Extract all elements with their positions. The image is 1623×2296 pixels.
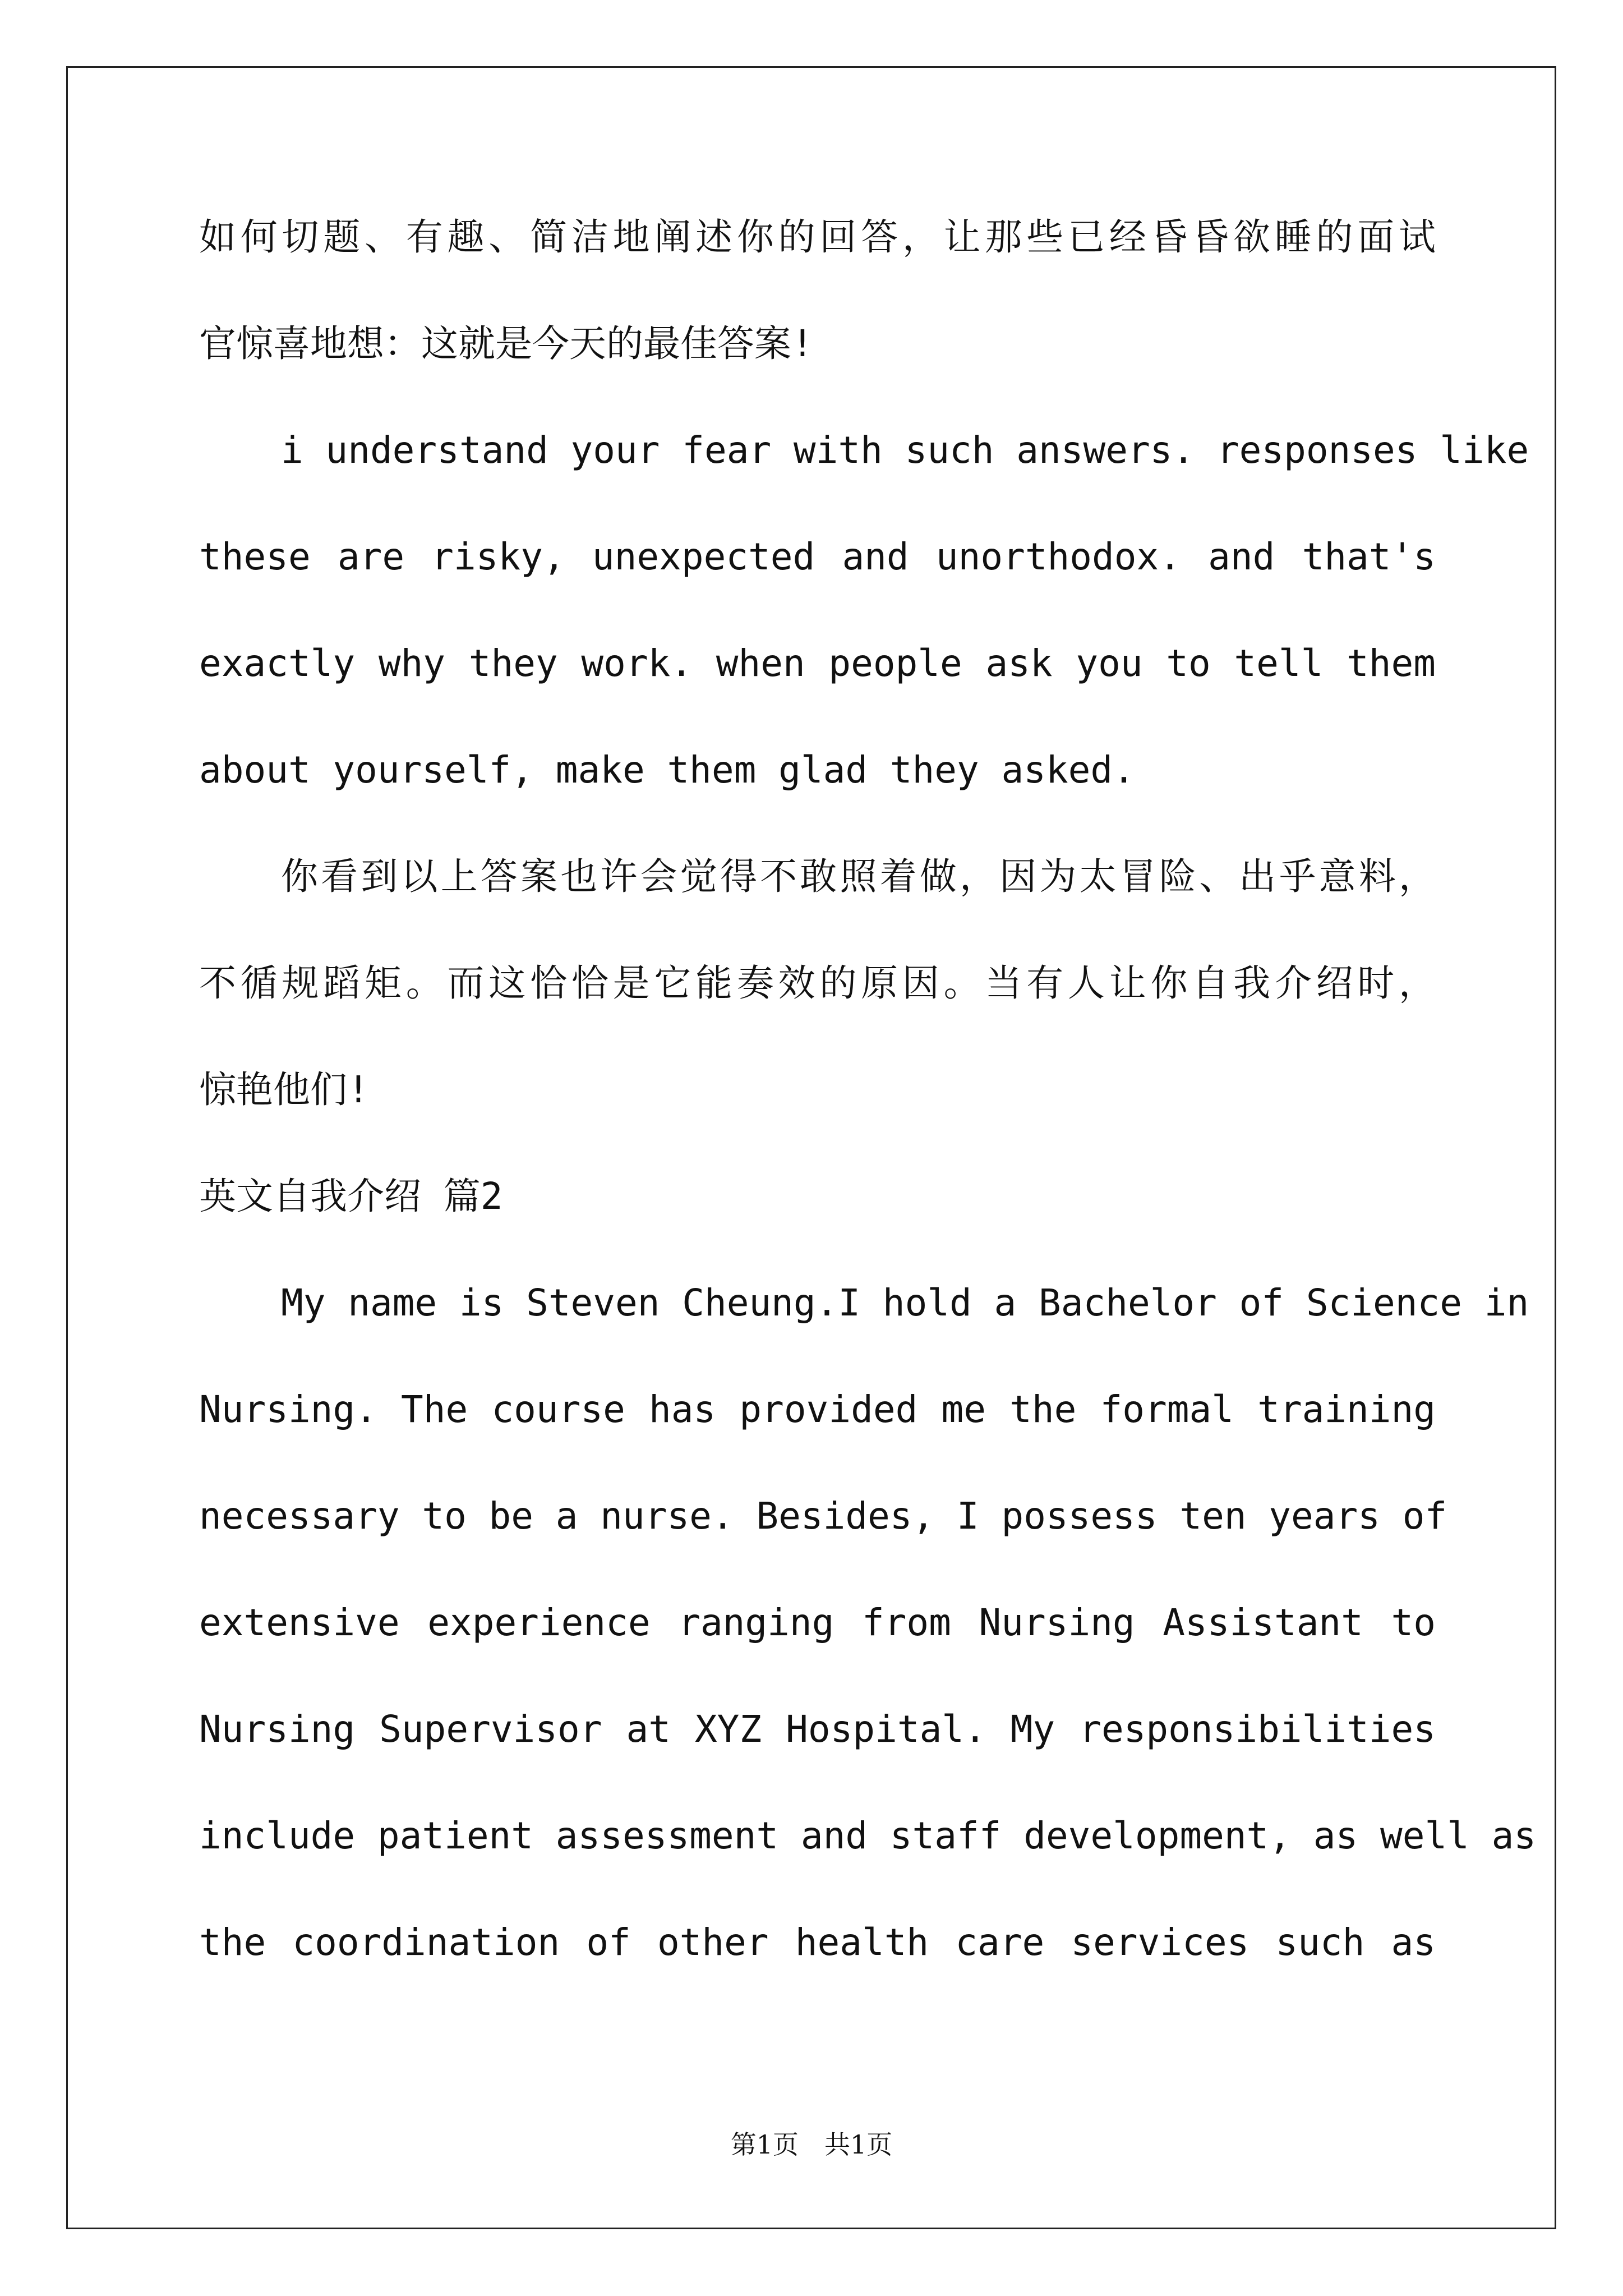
text-line: about yourself, make them glad they asked. — [199, 748, 1135, 792]
text-line: exactly why they work. when people ask you to tell them — [199, 642, 1436, 685]
text-line: 不循规蹈矩。而这恰恰是它能奏效的原因。当有人让你自我介绍时， — [199, 961, 1436, 1005]
text-line: these are risky, unexpected and unorthodox. and that's — [199, 535, 1436, 578]
text-line: Nursing. The course has provided me the formal training — [199, 1388, 1436, 1431]
text-line: necessary to be a nurse. Besides, I possess ten years of — [199, 1494, 1447, 1538]
text-line: 你看到以上答案也许会觉得不敢照着做，因为太冒险、出乎意料， — [281, 855, 1436, 898]
text-line: 官惊喜地想：这就是今天的最佳答案! — [199, 322, 814, 365]
document-body — [199, 215, 1537, 2031]
text-line: My name is Steven Cheung.I hold a Bachelor of Science in — [281, 1281, 1529, 1324]
text-line: include patient assessment and staff development, as well as — [199, 1814, 1537, 1857]
section-heading: 英文自我介绍 篇2 — [199, 1175, 503, 1218]
text-line: extensive experience ranging from Nursing Assistant to — [199, 1601, 1436, 1644]
text-line: 如何切题、有趣、简洁地阐述你的回答，让那些已经昏昏欲睡的面试 — [199, 215, 1436, 259]
page-number-footer: 第1页 共1页 — [730, 2129, 893, 2160]
text-line: Nursing Supervisor at XYZ Hospital. My responsibilities — [199, 1708, 1436, 1751]
text-line: i understand your fear with such answers. responses like — [281, 429, 1529, 472]
text-line: 惊艳他们! — [199, 1068, 370, 1111]
text-line: the coordination of other health care services such as — [199, 1921, 1436, 1964]
